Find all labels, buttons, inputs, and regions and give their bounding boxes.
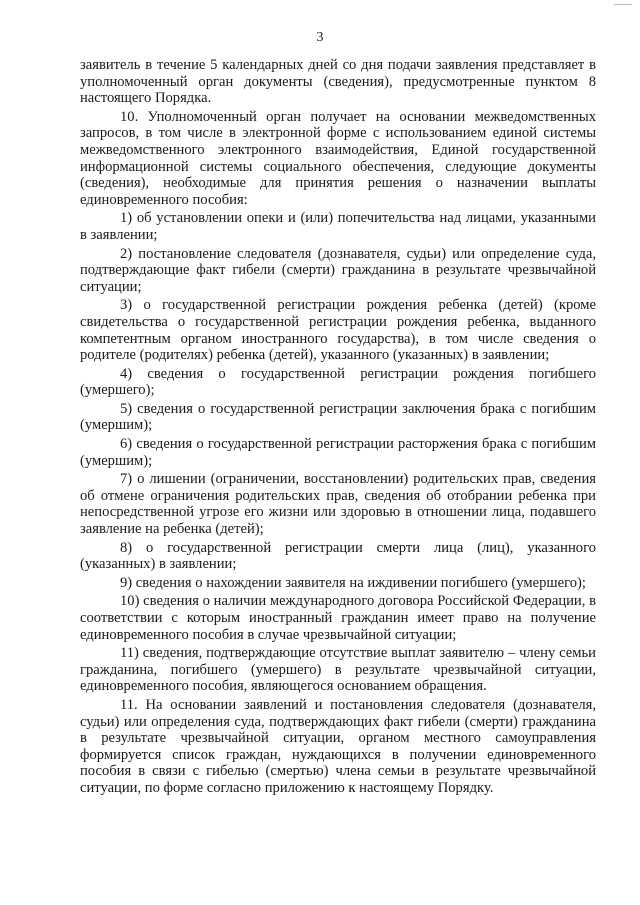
paragraph-continuation: заявитель в течение 5 календарных дней со дня подачи заявления представляет в уполномоченный орган документы (сведения), предусмотренные пунктом 8 настоящего Порядка. xyxy=(80,57,596,107)
list-item-10: 10) сведения о наличии международного договора Российской Федерации, в соответствии с которым иностранный гражданин имеет право на получение единовременного пособия в случае чрезвычайной ситуации; xyxy=(80,593,596,643)
paragraph-item-10: 10. Уполномоченный орган получает на основании межведомственных запросов, в том числе в электронной форме с использованием единой системы межведомственного электронного взаимодействия, Единой государственной информационной системы социального обеспечения, следующие документы (сведения), необходимые для принятия решения о назначении выплаты единовременного пособия: xyxy=(80,108,596,208)
page-number: 3 xyxy=(316,30,324,45)
list-item-11: 11) сведения, подтверждающие отсутствие выплат заявителю – члену семьи гражданина, погибшего (умершего) в результате чрезвычайной ситуации, единовременного пособия, являющегося основанием обращения. xyxy=(80,645,596,695)
scan-corner-mark xyxy=(614,0,632,5)
list-item-1: 1) об установлении опеки и (или) попечительства над лицами, указанными в заявлении; xyxy=(80,210,596,243)
list-item-3: 3) о государственной регистрации рождения ребенка (детей) (кроме свидетельства о государственной регистрации рождения ребенка, выданного компетентным органом иностранного государства), в том числе сведения о родителе (родителях) ребенка (детей), указанного (указанных) в заявлении; xyxy=(80,297,596,364)
paragraph-item-11: 11. На основании заявлений и постановления следователя (дознавателя, судьи) или определения суда, подтверждающих факт гибели (смерти) гражданина в результате чрезвычайной ситуации, органом местного самоуправления формируется список граждан, нуждающихся в получении единовременного пособия в связи с гибелью (смертью) члена семьи в результате чрезвычайной ситуации, по форме согласно приложению к настоящему Порядку. xyxy=(80,696,596,796)
document-body xyxy=(80,57,596,797)
list-item-5: 5) сведения о государственной регистрации заключения брака с погибшим (умершим); xyxy=(80,400,596,434)
list-item-6: 6) сведения о государственной регистрации расторжения брака с погибшим (умершим); xyxy=(80,436,596,469)
list-item-4: 4) сведения о государственной регистрации рождения погибшего (умершего); xyxy=(80,365,596,399)
list-item-8: 8) о государственной регистрации смерти лица (лиц), указанного (указанных) в заявлении; xyxy=(80,539,596,573)
list-item-2: 2) постановление следователя (дознавателя, судьи) или определение суда, подтверждающие факт гибели (смерти) гражданина в результате чрезвычайной ситуации; xyxy=(80,245,596,295)
list-item-7: 7) о лишении (ограничении, восстановлении) родительских прав, сведения об отмене ограничения родительских прав, сведения об отобрании ребенка при непосредственной угрозе его жизни или здоровью в отношении лица, подавшего заявление на ребенка (детей); xyxy=(80,471,596,538)
list-item-9: 9) сведения о нахождении заявителя на иждивении погибшего (умершего); xyxy=(120,574,586,591)
